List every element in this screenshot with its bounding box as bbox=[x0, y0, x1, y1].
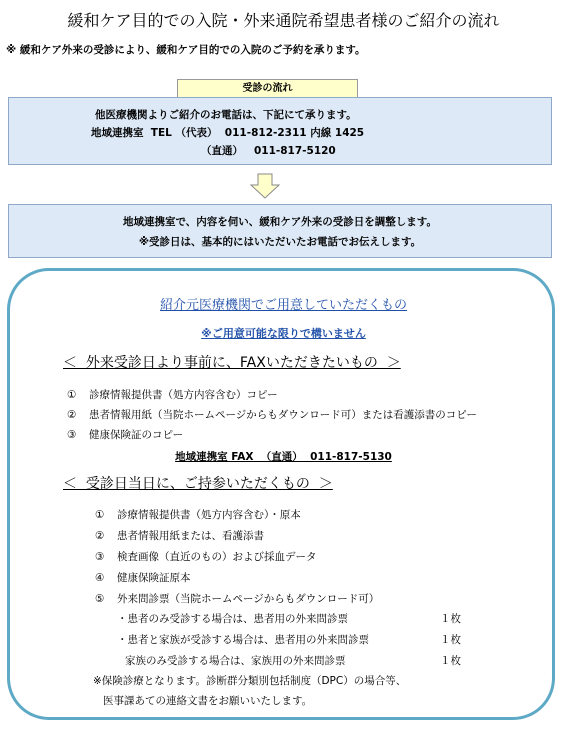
list-item bbox=[95, 549, 317, 564]
page-title: 緩和ケア目的での入院・外来通院希望患者様のご紹介の流れ bbox=[67, 11, 500, 30]
item-number: ① bbox=[67, 389, 77, 401]
list-item bbox=[67, 387, 278, 402]
item-text: 検査画像（直近のもの）および採血データ bbox=[117, 551, 317, 563]
contact-tel-direct: （直通） 011-817-5120 bbox=[201, 145, 336, 157]
item-text: 診療情報提供書（処方内容含む）コピー bbox=[89, 389, 278, 401]
questionnaire-qty: １枚 bbox=[440, 655, 461, 667]
item-text: 健康保険証原本 bbox=[117, 572, 191, 584]
down-arrow-icon bbox=[250, 173, 280, 203]
item-number: ⑤ bbox=[95, 593, 105, 605]
item-number: ① bbox=[95, 509, 105, 521]
item-number: ② bbox=[95, 530, 105, 542]
questionnaire-qty: １枚 bbox=[440, 613, 461, 625]
item-text: 患者情報用紙（当院ホームページからもダウンロード可）または看護添書のコピー bbox=[89, 409, 477, 421]
contact-intro: 他医療機関よりご紹介のお電話は、下記にて承ります。 bbox=[95, 109, 357, 121]
insurance-footnote: ※保険診療となります。診断群分類別包括制度（DPC）の場合等、 bbox=[93, 675, 407, 687]
item-number: ② bbox=[67, 409, 77, 421]
list-item bbox=[95, 507, 301, 522]
item-number: ③ bbox=[67, 429, 77, 441]
fax-section-heading: ＜ 外来受診日より事前に、FAXいただきたいもの ＞ bbox=[63, 355, 401, 371]
reservation-note: ※ 緩和ケア外来の受診により、緩和ケア目的での入院のご予約を承ります。 bbox=[6, 44, 366, 56]
insurance-footnote-cont: 医事課あての連絡文書をお願いいたします。 bbox=[103, 695, 313, 707]
item-text: 患者情報用紙または、看護添書 bbox=[117, 530, 264, 542]
contact-tel-main: 地域連携室 TEL （代表） 011-812-2311 内線 1425 bbox=[91, 127, 365, 139]
item-text: 健康保険証のコピー bbox=[89, 429, 184, 441]
preparation-subheading: ※ご用意可能な限りで構いません bbox=[201, 327, 366, 340]
questionnaire-qty: １枚 bbox=[440, 634, 461, 646]
item-text: 診療情報提供書（処方内容含む）・原本 bbox=[117, 509, 301, 521]
list-item bbox=[67, 427, 183, 442]
questionnaire-subitem: ・患者のみ受診する場合は、患者用の外来問診票 bbox=[117, 613, 348, 625]
questionnaire-subitem: 家族のみ受診する場合は、家族用の外来問診票 bbox=[125, 655, 346, 667]
fax-number: 地域連携室 FAX （直通） 011-817-5130 bbox=[175, 451, 392, 463]
list-item bbox=[95, 591, 379, 606]
preparation-heading: 紹介元医療機関でご用意していただくもの bbox=[159, 298, 407, 313]
item-text: 外来問診票（当院ホームページからもダウンロード可） bbox=[117, 593, 380, 605]
schedule-line: 地域連携室で、内容を伺い、緩和ケア外来の受診日を調整します。 bbox=[123, 216, 437, 228]
flow-label: 受診の流れ bbox=[177, 79, 358, 98]
schedule-note: ※受診日は、基本的にはいただいたお電話でお伝えします。 bbox=[138, 236, 422, 248]
list-item bbox=[95, 570, 191, 585]
item-number: ④ bbox=[95, 572, 105, 584]
contact-box bbox=[8, 97, 552, 165]
questionnaire-subitem: ・患者と家族が受診する場合は、患者用の外来問診票 bbox=[117, 634, 369, 646]
schedule-box bbox=[8, 204, 552, 258]
item-number: ③ bbox=[95, 551, 105, 563]
bring-section-heading: ＜ 受診日当日に、ご持参いただくもの ＞ bbox=[63, 476, 333, 492]
list-item bbox=[67, 407, 477, 422]
list-item bbox=[95, 528, 264, 543]
